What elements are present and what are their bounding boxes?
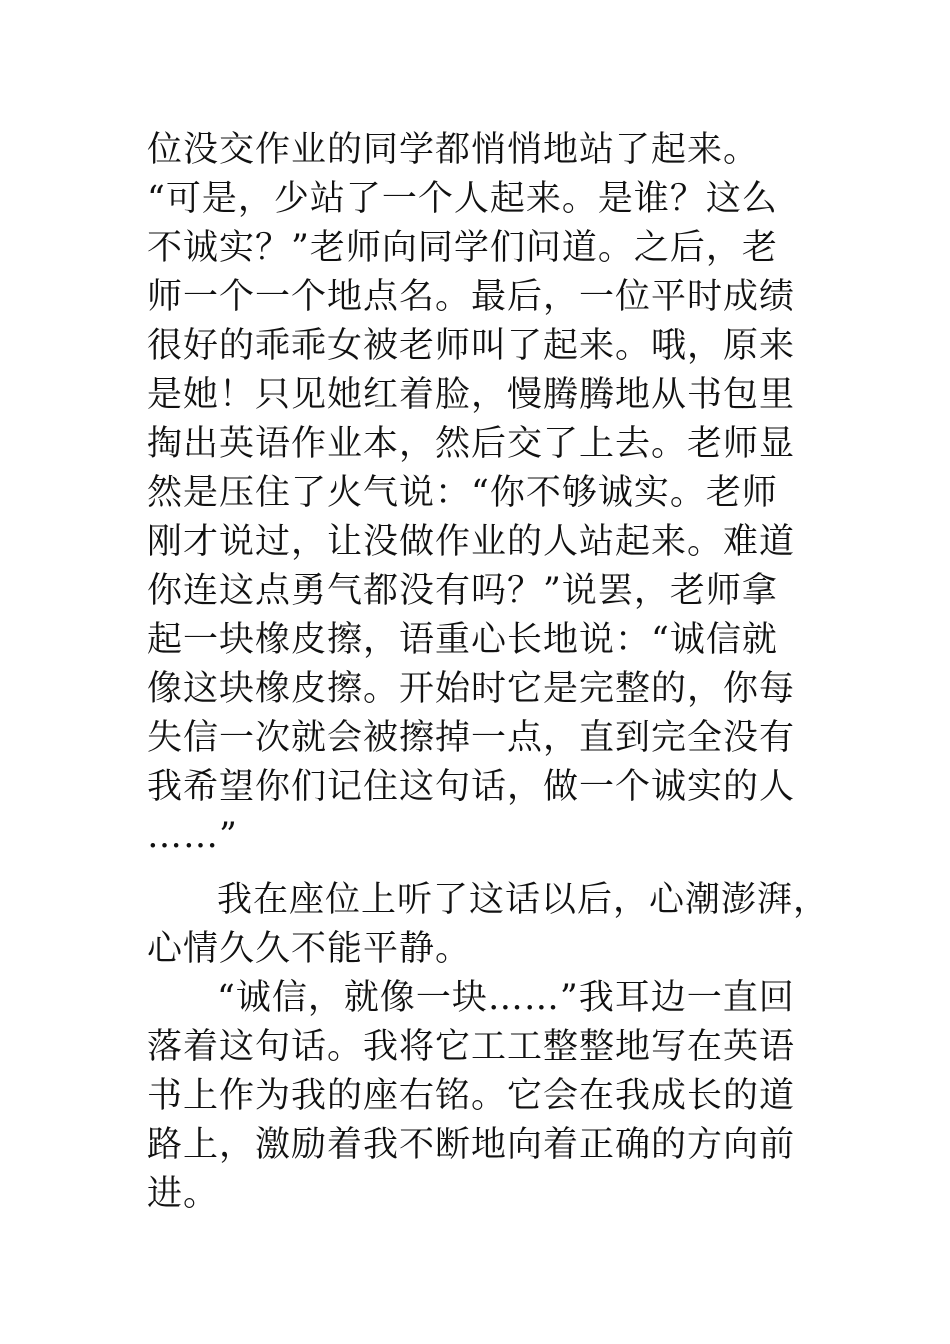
- text-line: 像这块橡皮擦。开始时它是完整的，你每: [147, 669, 796, 709]
- text-line: ……”: [147, 816, 238, 856]
- text-line: 我希望你们记住这句话，做一个诚实的人: [147, 767, 796, 807]
- paragraph-3-line: 书上作为我的座右铭。它会在我成长的道: [147, 1076, 796, 1116]
- paragraph-2-line: 我在座位上听了这话以后，心潮澎湃，: [217, 880, 830, 920]
- text-line: 失信一次就会被擦掉一点，直到完全没有: [147, 718, 796, 758]
- paragraph-3-line: “诚信，就像一块……”我耳边一直回: [217, 978, 795, 1018]
- text-line: 是她！只见她红着脸，慢腾腾地从书包里: [147, 375, 796, 415]
- text-line: 起一块橡皮擦，语重心长地说：“诚信就: [147, 620, 778, 660]
- text-line: “可是，少站了一个人起来。是谁？这么: [147, 179, 778, 219]
- text-line: 位没交作业的同学都悄悄地站了起来。: [147, 130, 760, 170]
- paragraph-3-line: 落着这句话。我将它工工整整地写在英语: [147, 1027, 796, 1067]
- text-line: 然是压住了火气说：“你不够诚实。老师: [147, 473, 778, 513]
- body-text: [147, 126, 837, 1219]
- text-line: 你连这点勇气都没有吗？”说罢，老师拿: [147, 571, 778, 611]
- paragraph-3-line: 进。: [147, 1174, 220, 1214]
- text-line: 很好的乖乖女被老师叫了起来。哦，原来: [147, 326, 796, 366]
- text-line: 刚才说过，让没做作业的人站起来。难道: [147, 522, 796, 562]
- text-line: 掏出英语作业本，然后交了上去。老师显: [147, 424, 796, 464]
- paragraph-gap: [147, 861, 837, 876]
- text-line: 师一个一个地点名。最后，一位平时成绩: [147, 277, 796, 317]
- paragraph-3-line: 路上，激励着我不断地向着正确的方向前: [147, 1125, 796, 1165]
- paragraph-2-line: 心情久久不能平静。: [147, 929, 472, 969]
- text-line: 不诚实？”老师向同学们问道。之后，老: [147, 228, 778, 268]
